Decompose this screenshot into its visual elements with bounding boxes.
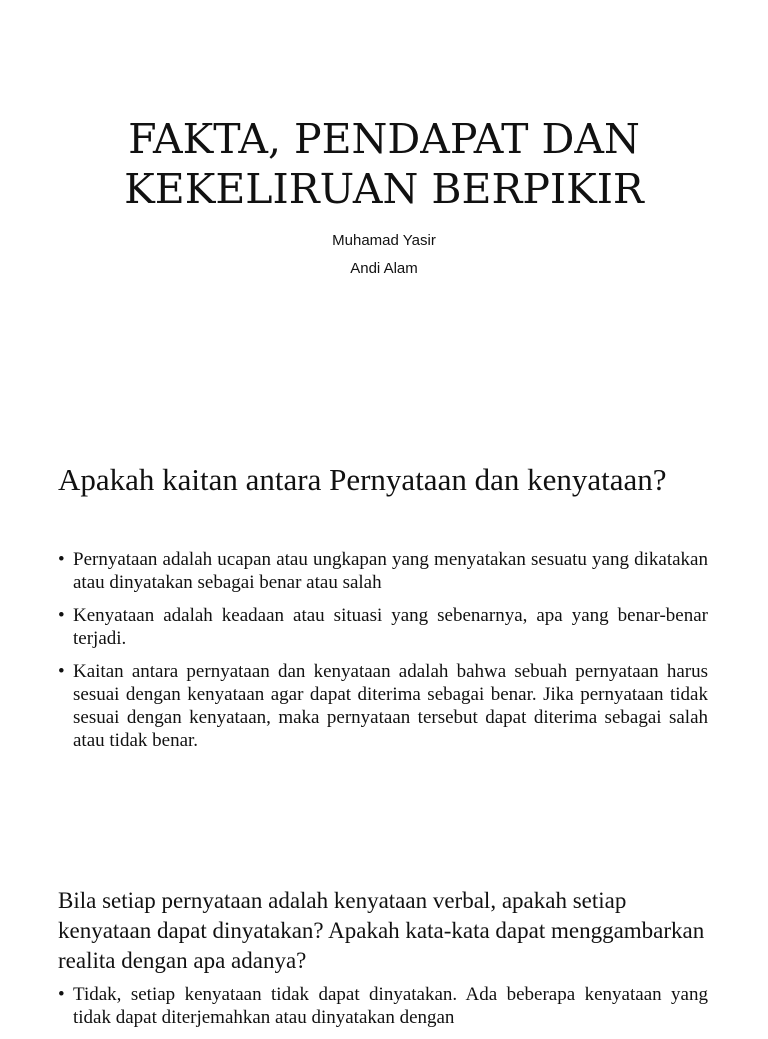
bullet-marker: • [58,661,65,682]
bullet-list [58,983,708,1039]
bullet-marker: • [58,605,65,626]
bullet-marker: • [58,984,65,1005]
bullet-text: Pernyataan adalah ucapan atau ungkapan yang menyatakan sesuatu yang dikatakan atau dinyatakan sebagai benar atau salah [73,549,708,593]
bullet-text: Kaitan antara pernyataan dan kenyataan adalah bahwa sebuah pernyataan harus sesuai dengan kenyataan agar dapat diterima sebagai benar. Jika pernyataan tidak sesuai dengan kenyataan, maka pernyataan tersebut dapat diterima sebagai salah atau tidak benar. [73,661,708,751]
bullet-item [58,604,708,650]
content-slide-relation [0,420,768,830]
bullet-list [58,548,708,762]
title-line-2: KEKELIRUAN BERPIKIR [124,165,644,213]
bullet-item [58,548,708,594]
title-line-1: FAKTA, PENDAPAT DAN [128,115,640,163]
bullet-text: Kenyataan adalah keadaan atau situasi yang sebenarnya, apa yang benar-benar terjadi. [73,605,708,649]
bullet-marker: • [58,549,65,570]
slide-title [0,114,768,214]
title-slide [0,0,768,420]
bullet-text: Tidak, setiap kenyataan tidak dapat dinyatakan. Ada beberapa kenyataan yang tidak dapat diterjemahkan atau dinyatakan dengan [73,984,708,1028]
bullet-item [58,660,708,752]
slide-heading: Bila setiap pernyataan adalah kenyataan verbal, apakah setiap kenyataan dapat dinyatakan? Apakah kata-kata dapat menggambarkan realita dengan apa adanya? [58,888,705,973]
author-name-1: Muhamad Yasir [332,232,436,249]
content-slide-verbal [0,830,768,1028]
bullet-item [58,983,708,1029]
author-name-2: Andi Alam [350,260,418,277]
slide-heading: Apakah kaitan antara Pernyataan dan kenyataan? [58,462,667,497]
